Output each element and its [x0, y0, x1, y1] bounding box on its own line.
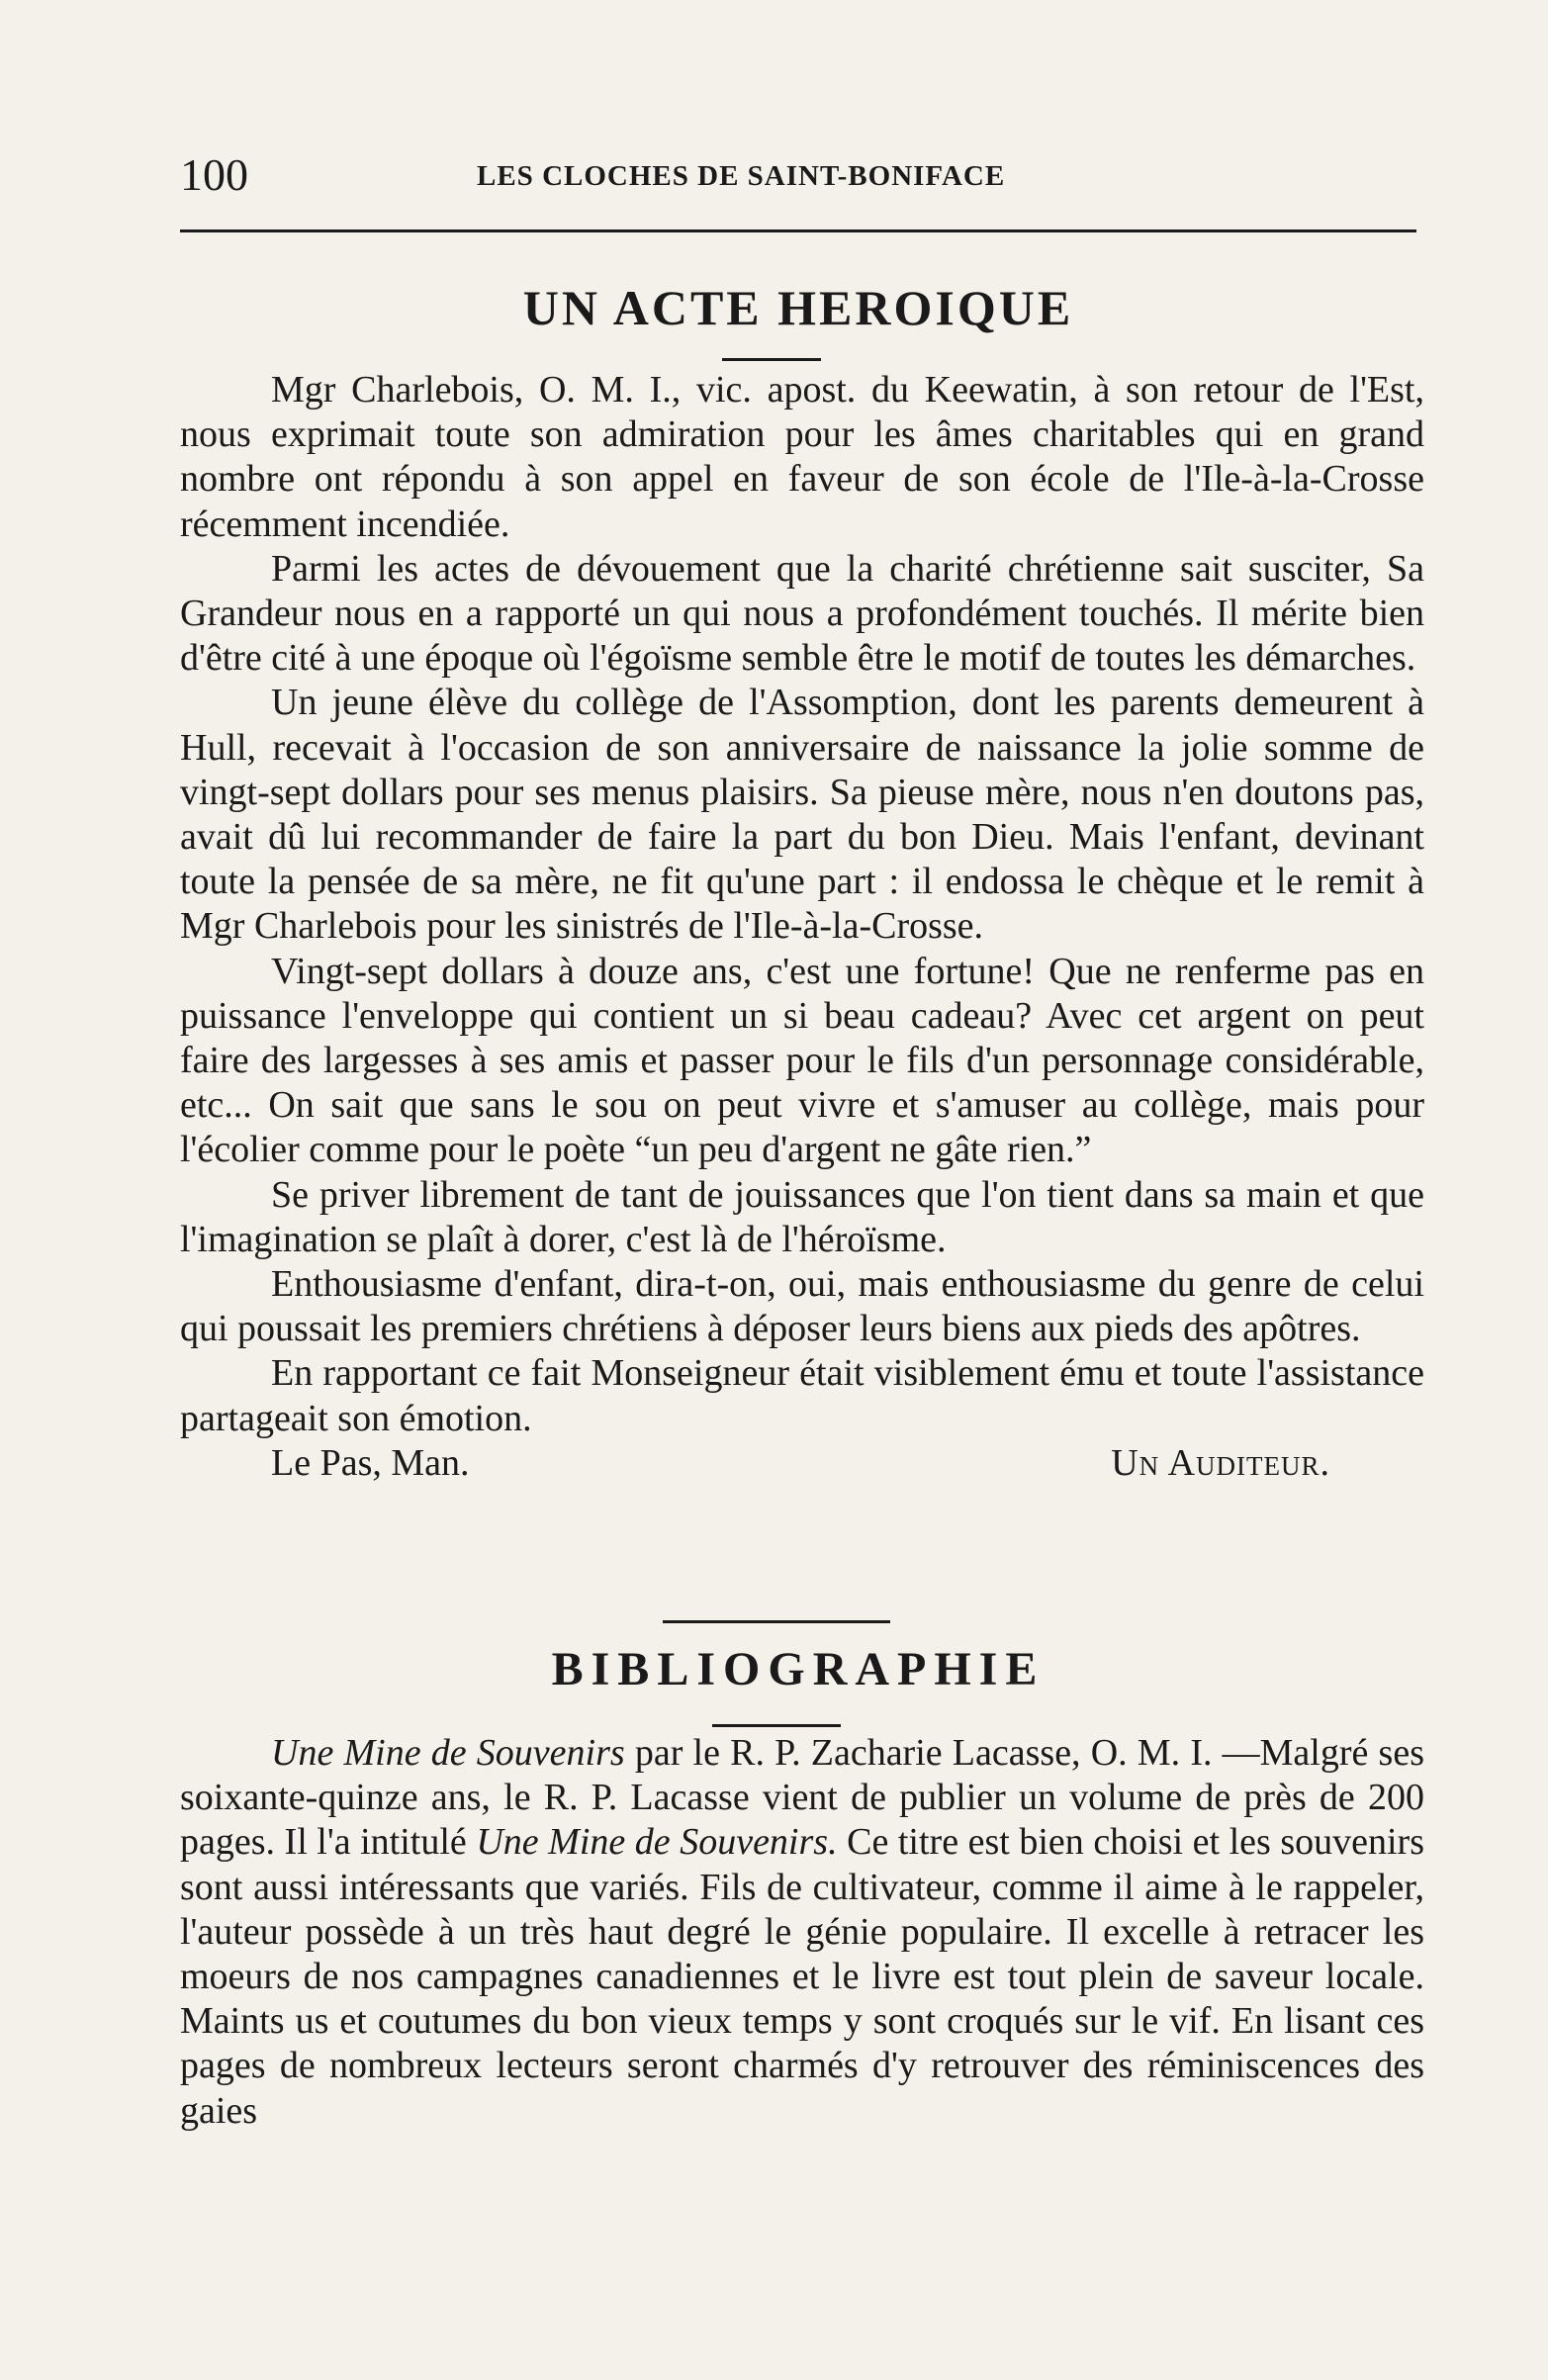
article-paragraph: En rapportant ce fait Monseigneur était visiblement ému et toute l'assistance partageait son émotion.	[180, 1352, 1424, 1439]
bibliography-paragraph	[180, 1731, 1424, 2134]
running-title: LES CLOCHES DE SAINT-BONIFACE	[477, 160, 1006, 192]
title-rule	[722, 358, 821, 361]
bibliography-title: BIBLIOGRAPHIE	[551, 1643, 1046, 1695]
section-divider	[663, 1620, 890, 1623]
article-signature	[180, 1441, 1424, 1486]
book-title: Une Mine de Souvenirs	[271, 1732, 625, 1774]
article-paragraph: Vingt-sept dollars à douze ans, c'est une fortune! Que ne renferme pas en puissance l'enveloppe qui contient un si beau cadeau? Avec cet argent on peut faire des largesses à ses amis et passer pour le fils d'un personnage considérable, etc... On sait que sans le sou on peut vivre et s'amuser au collège, mais pour l'écolier comme pour le poète “un peu d'argent ne gâte rien.”	[180, 950, 1424, 1171]
article-paragraph: Enthousiasme d'enfant, dira-t-on, oui, mais enthousiasme du genre de celui qui poussait les premiers chrétiens à déposer leurs biens aux pieds des apôtres.	[180, 1263, 1424, 1350]
header-rule	[180, 229, 1416, 232]
book-title-repeat: Une Mine de Souvenirs.	[476, 1821, 838, 1864]
bibliography-body	[180, 1731, 1424, 2134]
article-paragraph: Un jeune élève du collège de l'Assomption, dont les parents demeurent à Hull, recevait à l'occasion de son anniversaire de naissance la jolie somme de vingt-sept dollars pour ses menus plaisirs. Sa pieuse mère, nous n'en doutons pas, avait dû lui recommander de faire la part du bon Dieu. Mais l'enfant, devinant toute la pensée de sa mère, ne fit qu'une part : il endossa le chèque et le remit à Mgr Charlebois pour les sinistrés de l'Ile-à-la-Crosse.	[180, 682, 1424, 948]
article-paragraph: Se priver librement de tant de jouissances que l'on tient dans sa main et que l'imagination se plaît à dorer, c'est là de l'héroïsme.	[180, 1173, 1424, 1260]
signature-place: Le Pas, Man.	[271, 1441, 470, 1484]
running-header	[180, 148, 1416, 208]
bibliography-text-rest: Ce titre est bien choisi et les souvenirs sont aussi intéressants que variés. Fils de cultivateur, comme il aime à le rappeler, l'auteur possède à un très haut degré le génie populaire. Il excelle à retracer les moeurs de nos campagnes canadiennes et le livre est tout plein de saveur locale. Maints us et coutumes du bon vieux temps y sont croqués sur le vif. En lisant ces pages de nombreux lecteurs seront charmés d'y retrouver des réminiscences des gaies	[180, 1821, 1424, 2132]
article-body	[180, 368, 1424, 1486]
article-paragraph: Mgr Charlebois, O. M. I., vic. apost. du Keewatin, à son retour de l'Est, nous exprimait toute son admiration pour les âmes charitables qui en grand nombre ont répondu à son appel en faveur de son école de l'Ile-à-la-Crosse récemment incendiée.	[180, 369, 1424, 545]
article-title: UN ACTE HEROIQUE	[522, 280, 1074, 335]
article-paragraph: Parmi les actes de dévouement que la charité chrétienne sait susciter, Sa Grandeur nous en a rapporté un qui nous a profondément touchés. Il mérite bien d'être cité à une époque où l'égoïsme semble être le motif de toutes les démarches.	[180, 547, 1424, 680]
signature-name: Un Auditeur.	[1111, 1441, 1330, 1484]
bibliography-text: par le R. P. Zacharie Lacasse, O. M. I. —Malgré ses soixante-quinze ans, le R. P. Lacasse vient de publier un volume de près de 200 pages. Il l'a intitulé	[180, 1732, 1424, 1864]
title-rule	[712, 1724, 841, 1727]
page-number: 100	[180, 149, 248, 200]
